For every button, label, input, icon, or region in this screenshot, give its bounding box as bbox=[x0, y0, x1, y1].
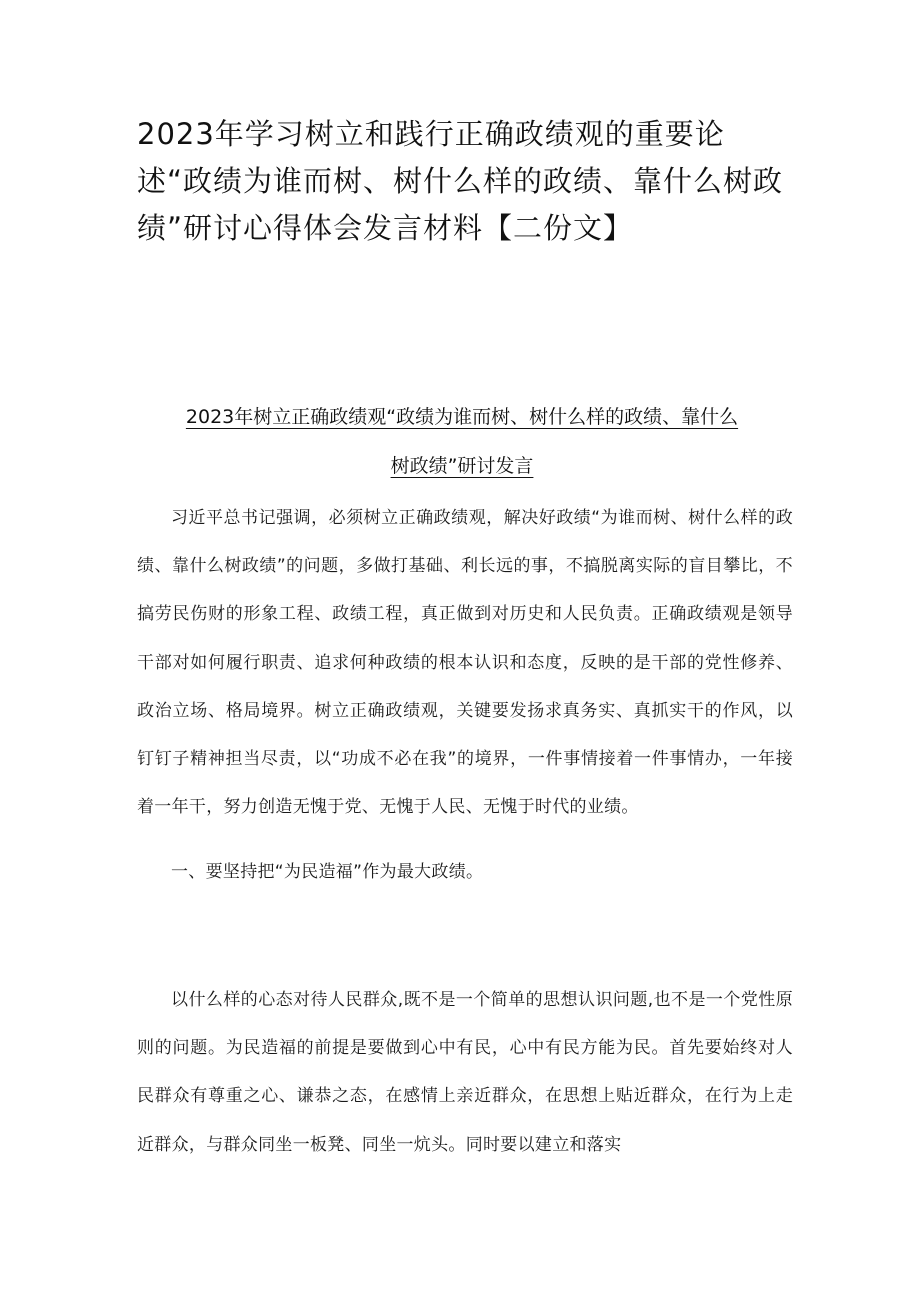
intro-paragraph: 习近平总书记强调，必须树立正确政绩观，解决好政绩“为谁而树、树什么样的政绩、靠什么树政绩”的问题，多做打基础、利长远的事，不搞脱离实际的盲目攀比，不搞劳民伤财的形象工程、政绩工程，真正做到对历史和人民负责。正确政绩观是领导干部对如何履行职责、追求何种政绩的根本认识和态度，反映的是干部的党性修养、政治立场、格局境界。树立正确政绩观，关键要发扬求真务实、真抓实干的作风，以钉钉子精神担当尽责，以“功成不必在我”的境界，一件事情接着一件事情办，一年接着一年干，努力创造无愧于党、无愧于人民、无愧于时代的业绩。 bbox=[137, 508, 793, 818]
body-paragraph: 以什么样的心态对待人民群众,既不是一个简单的思想认识问题,也不是一个党性原则的问题。为民造福的前提是要做到心中有民，心中有民方能为民。首先要始终对人民群众有尊重之心、谦恭之态，在感情上亲近群众，在思想上贴近群众，在行为上走近群众，与群众同坐一板凳、同坐一炕头。同时要以建立和落实 bbox=[137, 990, 793, 1155]
speech-heading-line-1: 2023年树立正确政绩观“政绩为谁而树、树什么样的政绩、靠什么 bbox=[185, 406, 739, 428]
document-title: 2023年学习树立和践行正确政绩观的重要论述“政绩为谁而树、树什么样的政绩、靠什么树政绩”研讨心得体会发言材料【二份文】 bbox=[137, 117, 784, 245]
section-heading-1: 一、要坚持把“为民造福”作为最大政绩。 bbox=[171, 862, 484, 882]
speech-heading-line-2: 树政绩”研讨发言 bbox=[390, 455, 534, 477]
